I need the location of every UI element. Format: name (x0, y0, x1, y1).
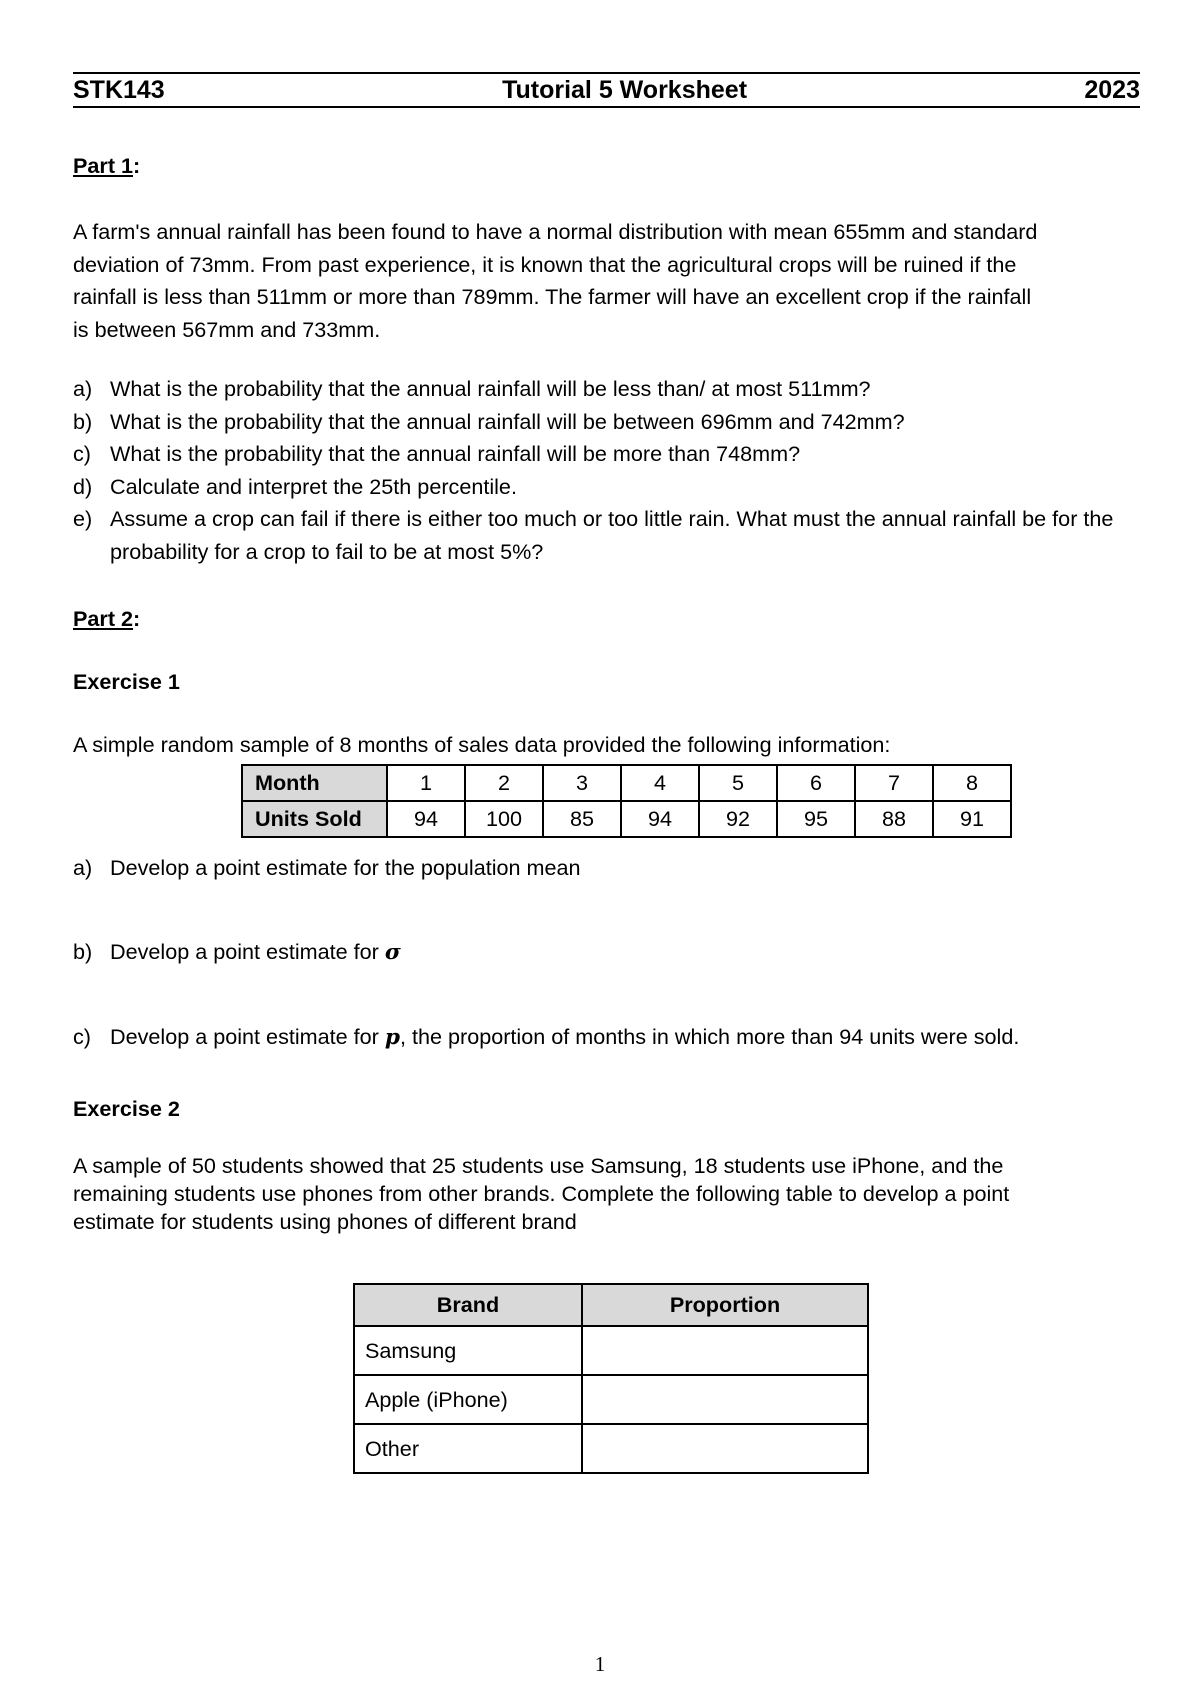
brand-cell: Samsung (354, 1326, 582, 1375)
table-row-units (242, 801, 1011, 837)
units-cell: 85 (543, 801, 621, 837)
exercise2-heading: Exercise 2 (73, 1096, 180, 1121)
question-d: d) Calculate and interpret the 25th percentile. (73, 473, 517, 499)
question-a: a) What is the probability that the annual rainfall will be less than/ at most 511mm? (73, 376, 871, 401)
proportion-cell (582, 1375, 868, 1424)
table-row (354, 1375, 868, 1424)
part1-paragraph (73, 216, 1143, 346)
paragraph-line: A farm's annual rainfall has been found to have a normal distribution with mean 655mm and standard (73, 219, 1038, 244)
paragraph-line: estimate for students using phones of different brand (73, 1209, 577, 1234)
proportion-cell (582, 1326, 868, 1375)
units-cell: 92 (699, 801, 777, 837)
month-cell: 4 (621, 765, 699, 801)
month-cell: 1 (387, 765, 465, 801)
exercise1-intro: A simple random sample of 8 months of sales data provided the following information: (73, 732, 891, 757)
page-number: 1 (594, 1652, 606, 1676)
sales-table (241, 764, 1012, 838)
paragraph-line: remaining students use phones from other brands. Complete the following table to develop a point (73, 1181, 1010, 1206)
table-header-row (354, 1284, 868, 1326)
units-cell: 94 (387, 801, 465, 837)
part1-heading: Part 1: (73, 153, 141, 178)
p-symbol: p (384, 1025, 400, 1050)
proportion-column-header: Proportion (582, 1284, 868, 1326)
units-cell: 95 (777, 801, 855, 837)
row-header-units: Units Sold (242, 801, 387, 837)
paragraph-line: rainfall is less than 511mm or more than 789mm. The farmer will have an excellent crop if the rainfall (73, 284, 1032, 309)
exercise1-question-a: a) Develop a point estimate for the population mean (73, 855, 581, 880)
month-cell: 7 (855, 765, 933, 801)
month-cell: 3 (543, 765, 621, 801)
units-cell: 100 (465, 801, 543, 837)
paragraph-line: deviation of 73mm. From past experience, it is known that the agricultural crops will be ruined if the (73, 251, 1017, 277)
row-header-month: Month (242, 765, 387, 801)
units-cell: 91 (933, 801, 1011, 837)
brand-cell: Apple (iPhone) (354, 1375, 582, 1424)
paragraph-line: is between 567mm and 733mm. (73, 316, 381, 342)
month-cell: 2 (465, 765, 543, 801)
worksheet-title: Tutorial 5 Worksheet (502, 76, 748, 104)
course-code: STK143 (73, 76, 165, 104)
table-row-month (242, 765, 1011, 801)
sigma-symbol: σ (384, 940, 401, 965)
question-e: e) Assume a crop can fail if there is either too much or too little rain. What must the annual rainfall be for the probability for a crop to fail to be at most 5%? (73, 506, 1114, 564)
brand-proportion-table (353, 1283, 869, 1474)
part2-heading: Part 2: (73, 606, 141, 631)
exercise2-paragraph (73, 1152, 1143, 1236)
table-row (354, 1424, 868, 1473)
paragraph-line: A sample of 50 students showed that 25 students use Samsung, 18 students use iPhone, and the (73, 1153, 1004, 1178)
page-header (73, 72, 1140, 108)
brand-cell: Other (354, 1424, 582, 1473)
proportion-cell (582, 1424, 868, 1473)
brand-column-header: Brand (354, 1284, 582, 1326)
question-c: c) What is the probability that the annual rainfall will be more than 748mm? (73, 441, 801, 466)
month-cell: 8 (933, 765, 1011, 801)
question-b: b) What is the probability that the annual rainfall will be between 696mm and 742mm? (73, 408, 905, 434)
exercise1-question-c: c) Develop a point estimate for p, the proportion of months in which more than 94 units were sold. (73, 1024, 1020, 1050)
part1-questions (73, 373, 1143, 568)
exercise1-question-b: b) Develop a point estimate for σ (73, 939, 401, 965)
month-cell: 5 (699, 765, 777, 801)
exercise1-heading: Exercise 1 (73, 669, 180, 694)
units-cell: 94 (621, 801, 699, 837)
table-row (354, 1326, 868, 1375)
units-cell: 88 (855, 801, 933, 837)
year: 2023 (1084, 76, 1140, 104)
month-cell: 6 (777, 765, 855, 801)
